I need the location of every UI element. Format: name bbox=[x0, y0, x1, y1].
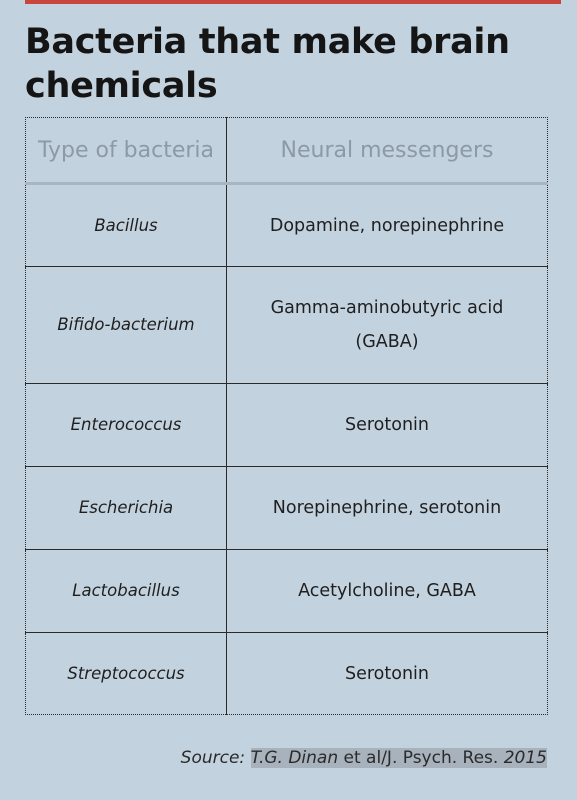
source-label: Source: bbox=[180, 748, 246, 768]
selected-citation-text[interactable] bbox=[251, 748, 547, 768]
table-row bbox=[26, 633, 548, 715]
source-citation bbox=[181, 744, 547, 772]
bacteria-cell: Escherichia bbox=[26, 467, 227, 550]
bacteria-cell: Enterococcus bbox=[26, 384, 227, 467]
messengers-cell: Serotonin bbox=[227, 384, 548, 467]
citation-journal: et al/J. Psych. Res. bbox=[343, 748, 499, 768]
messengers-cell: Dopamine, norepinephrine bbox=[227, 184, 548, 267]
bacteria-cell: Bifido-bacterium bbox=[26, 267, 227, 384]
table-row bbox=[26, 267, 548, 384]
top-accent-rule bbox=[25, 0, 561, 4]
bacteria-table bbox=[25, 117, 548, 715]
page-title: Bacteria that make brain chemicals bbox=[25, 22, 510, 106]
bacteria-cell: Lactobacillus bbox=[26, 550, 227, 633]
table-header-row bbox=[26, 118, 548, 184]
column-header-bacteria-type: Type of bacteria bbox=[26, 118, 227, 184]
citation-year: 2015 bbox=[503, 748, 547, 768]
messengers-cell: Serotonin bbox=[227, 633, 548, 715]
messengers-cell: Acetylcholine, GABA bbox=[227, 550, 548, 633]
table-row bbox=[26, 384, 548, 467]
table-row bbox=[26, 467, 548, 550]
messengers-cell: Norepinephrine, serotonin bbox=[227, 467, 548, 550]
column-header-neural-messengers: Neural messengers bbox=[227, 118, 548, 184]
citation-author: T.G. Dinan bbox=[250, 748, 339, 768]
messengers-cell: Gamma-aminobutyric acid (GABA) bbox=[227, 267, 548, 384]
bacteria-cell: Streptococcus bbox=[26, 633, 227, 715]
table-row bbox=[26, 184, 548, 267]
bacteria-cell: Bacillus bbox=[26, 184, 227, 267]
table-row bbox=[26, 550, 548, 633]
